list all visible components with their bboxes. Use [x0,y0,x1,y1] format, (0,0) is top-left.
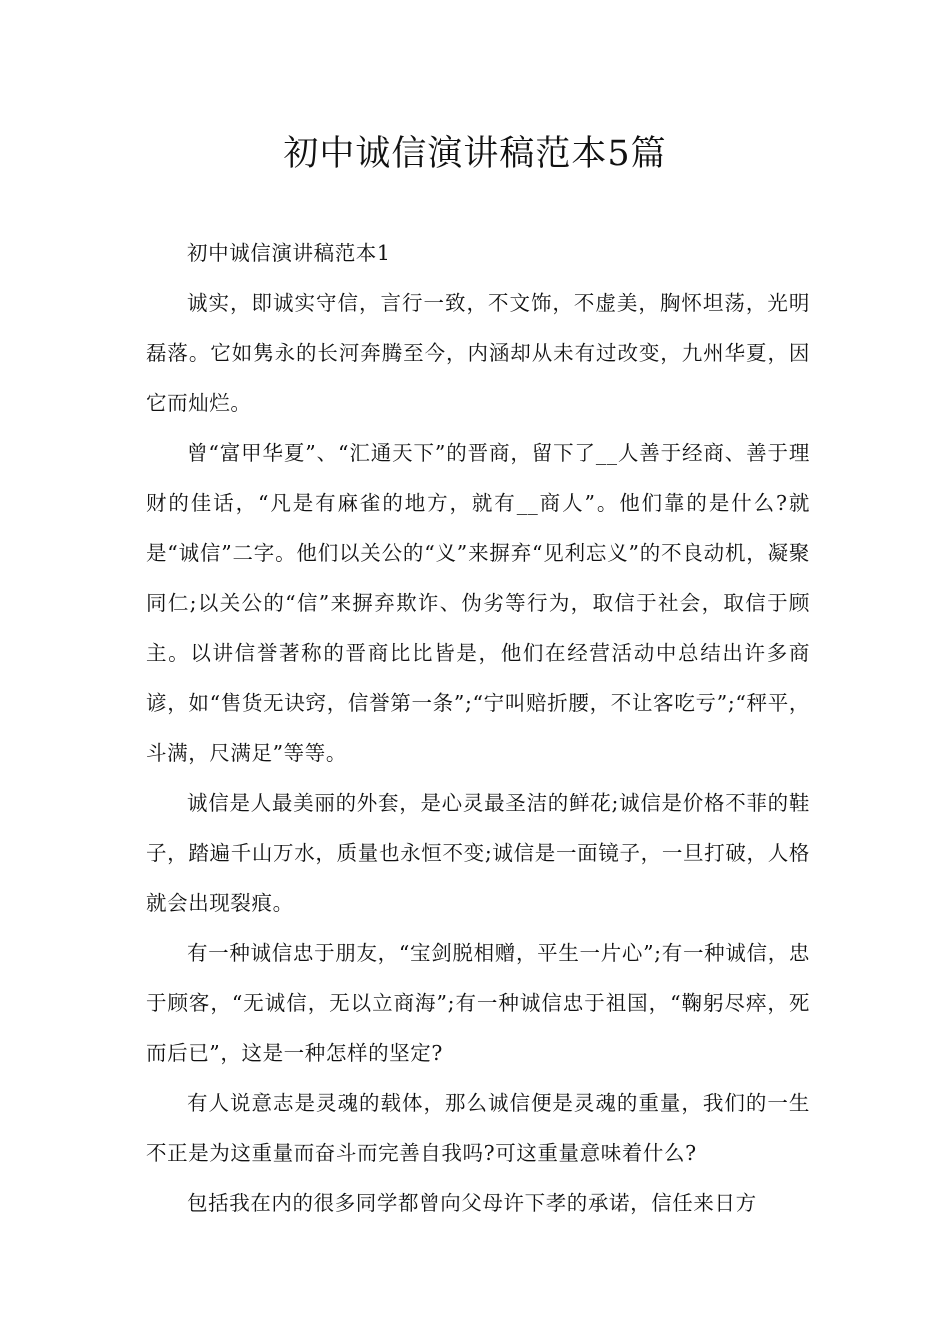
paragraph: 有人说意志是灵魂的载体，那么诚信便是灵魂的重量，我们的一生不正是为这重量而奋斗而完善自我吗?可这重量意味着什么? [146,1091,810,1165]
paragraph: 包括我在内的很多同学都曾向父母许下孝的承诺，信任来日方 [187,1191,757,1215]
section-heading: 初中诚信演讲稿范本1 [187,241,391,265]
paragraph: 曾“富甲华夏”、“汇通天下”的晋商，留下了__人善于经商、善于理财的佳话，“凡是有麻雀的地方，就有__商人”。他们靠的是什么?就是“诚信”二字。他们以关公的“义”来摒弃“见利忘义”的不良动机，凝聚同仁;以关公的“信”来摒弃欺诈、伪劣等行为，取信于社会，取信于顾主。以讲信誉著称的晋商比比皆是，他们在经营活动中总结出许多商谚，如“售货无诀窍，信誉第一条”;“宁叫赔折腰，不让客吃亏”;“秤平，斗满，尺满足”等等。 [146,441,810,765]
paragraph: 有一种诚信忠于朋友，“宝剑脱相赠，平生一片心”;有一种诚信，忠于顾客，“无诚信，无以立商海”;有一种诚信忠于祖国，“鞠躬尽瘁，死而后已”，这是一种怎样的坚定? [146,941,810,1065]
paragraph: 诚实，即诚实守信，言行一致，不文饰，不虚美，胸怀坦荡，光明磊落。它如隽永的长河奔腾至今，内涵却从未有过改变，九州华夏，因它而灿烂。 [146,291,810,415]
paragraph: 诚信是人最美丽的外套，是心灵最圣洁的鲜花;诚信是价格不菲的鞋子，踏遍千山万水，质量也永恒不变;诚信是一面镜子，一旦打破，人格就会出现裂痕。 [146,791,810,915]
document-title: 初中诚信演讲稿范本5篇 [283,134,667,174]
document-body [146,228,810,1228]
